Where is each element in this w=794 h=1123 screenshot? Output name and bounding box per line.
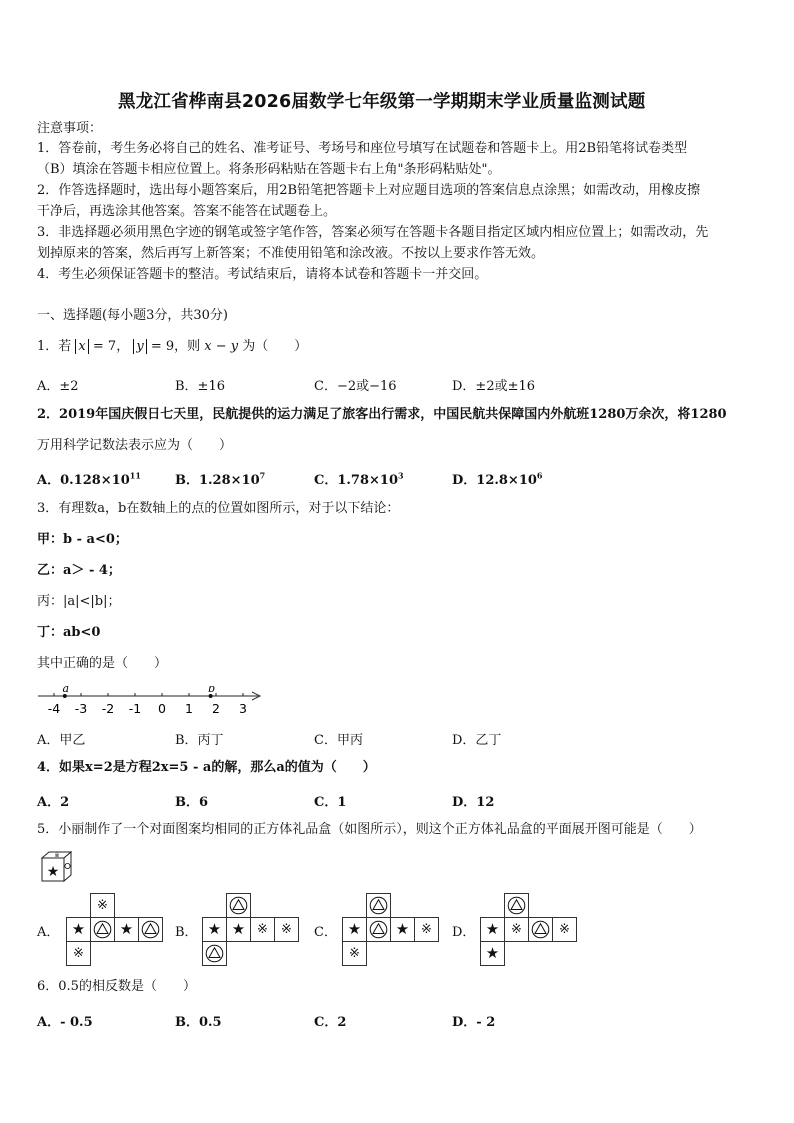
cube-icon <box>40 850 74 884</box>
q3-statement: 甲：b - a<0； <box>37 532 128 547</box>
notice-line: 划掉原来的答案，然后再写上新答案；不准使用铅笔和涂改液。不按以上要求作答无效。 <box>37 246 545 261</box>
q3-option-d[interactable]: D．乙丁 <box>452 733 502 748</box>
q2-option-b[interactable]: B．$1.28\times 10^7$ <box>175 470 266 488</box>
circled-triangle-icon <box>141 920 160 939</box>
q4-option-d[interactable]: D．12 <box>452 795 495 810</box>
net-face <box>342 917 367 942</box>
net-face <box>414 917 439 942</box>
q6-option-b[interactable]: B．0.5 <box>175 1015 222 1030</box>
star-icon: ★ <box>71 920 86 938</box>
reference-mark-icon: ※ <box>257 922 268 937</box>
circled-triangle-icon <box>531 920 550 939</box>
abs-y: y <box>133 339 146 354</box>
net-face <box>366 893 391 918</box>
q1-option-b[interactable]: B．±16 <box>175 379 225 394</box>
star-icon: ★ <box>347 920 362 938</box>
svg-text:※: ※ <box>54 852 60 859</box>
q2-option-d[interactable]: D．$12.8\times 10^6$ <box>452 470 543 488</box>
number-line <box>36 686 268 720</box>
net-face <box>138 917 163 942</box>
q1-option-a[interactable]: A．±2 <box>37 379 79 394</box>
notice-line: 2．作答选择题时，选出每小题答案后，用2B铅笔把答题卡上对应题目选项的答案信息点涂黑；如需改动，用橡皮擦 <box>37 183 701 198</box>
q6-option-a[interactable]: A．- 0.5 <box>37 1015 93 1030</box>
axis-tick-label: -2 <box>101 701 115 716</box>
net-face <box>250 917 275 942</box>
q4-option-c[interactable]: C．1 <box>314 795 347 810</box>
net-face <box>90 917 115 942</box>
net-face <box>528 917 553 942</box>
circled-triangle-icon <box>507 896 526 915</box>
reference-mark-icon: ※ <box>97 898 108 913</box>
question-4-stem: 4．如果x=2是方程2x=5 - a的解，那么a的值为（ ） <box>37 760 376 775</box>
q4-option-a[interactable]: A．2 <box>37 795 70 810</box>
net-face <box>504 917 529 942</box>
q6-option-c[interactable]: C．2 <box>314 1015 347 1030</box>
page-title: 黑龙江省桦南县2026届数学七年级第一学期期末学业质量监测试题 <box>118 92 646 112</box>
notice-line: 干净后，再选涂其他答案。答案不能答在试题卷上。 <box>37 204 337 219</box>
q1-eq2: = 9，则 <box>150 339 201 354</box>
question-5-stem: 5．小丽制作了一个对面图案均相同的正方体礼品盒（如图所示），则这个正方体礼品盒的平面展开图可能是（ ） <box>37 822 702 837</box>
star-icon: ★ <box>119 920 134 938</box>
net-face <box>552 917 577 942</box>
question-3-stem: 3．有理数a，b在数轴上的点的位置如图所示，对于以下结论： <box>37 501 400 516</box>
net-face <box>504 893 529 918</box>
notice-line: 1．答卷前，考生务必将自己的姓名、准考证号、考场号和座位号填写在试题卷和答题卡上。用2B铅笔将试卷类型 <box>37 141 688 156</box>
abs-x: x <box>75 339 88 354</box>
net-face <box>202 917 227 942</box>
point-a-label: a <box>62 686 70 695</box>
q6-option-d[interactable]: D．- 2 <box>452 1015 496 1030</box>
net-face <box>390 917 415 942</box>
reference-mark-icon: ※ <box>421 922 432 937</box>
q3-ask: 其中正确的是（ ） <box>37 656 168 671</box>
q5-option-b[interactable]: B． <box>175 925 198 940</box>
q3-option-a[interactable]: A．甲乙 <box>37 733 86 748</box>
net-face <box>480 941 505 966</box>
question-2-line1: 2．2019年国庆假日七天里，民航提供的运力满足了旅客出行需求，中国民航共保障国内外航班1280万余次，将1280 <box>37 407 727 422</box>
q2-option-a[interactable]: A．$0.128\times 10^{11}$ <box>37 470 141 488</box>
net-face <box>114 917 139 942</box>
question-6-stem: 6．0.5的相反数是（ ） <box>37 979 196 994</box>
axis-tick-label: -3 <box>74 701 88 716</box>
notice-line: （B）填涂在答题卡相应位置上。将条形码粘贴在答题卡右上角"条形码粘贴处"。 <box>37 162 501 177</box>
q3-option-b[interactable]: B．丙丁 <box>175 733 224 748</box>
axis-tick-label: -4 <box>47 701 61 716</box>
star-icon: ★ <box>485 920 500 938</box>
q3-statement: 乙：a＞ - 4； <box>37 563 121 578</box>
reference-mark-icon: ※ <box>511 922 522 937</box>
circled-triangle-icon <box>93 920 112 939</box>
q1-expr: x − y <box>204 339 239 354</box>
circled-triangle-icon <box>205 944 224 963</box>
q5-option-c[interactable]: C． <box>314 925 337 940</box>
net-face <box>90 893 115 918</box>
net-option-a[interactable] <box>66 893 162 965</box>
star-icon: ★ <box>485 944 500 962</box>
net-face <box>66 917 91 942</box>
star-icon: ★ <box>231 920 246 938</box>
reference-mark-icon: ※ <box>559 922 570 937</box>
reference-mark-icon: ※ <box>349 946 360 961</box>
net-face <box>66 941 91 966</box>
q3-statement: 丁：ab<0 <box>37 625 101 640</box>
question-2-line2: 万用科学记数法表示应为（ ） <box>37 438 233 453</box>
gift-cube-figure <box>40 850 74 888</box>
circled-triangle-icon <box>369 920 388 939</box>
star-icon: ★ <box>207 920 222 938</box>
q3-statement: 丙：|a|<|b|； <box>37 594 121 609</box>
q4-option-b[interactable]: B．6 <box>175 795 209 810</box>
number-line-figure <box>36 686 268 720</box>
point-b-label: b <box>208 686 216 695</box>
net-face <box>202 941 227 966</box>
net-option-d[interactable] <box>480 893 576 965</box>
question-1-stem <box>37 339 307 355</box>
q1-option-c[interactable]: C．−2或−16 <box>314 379 397 394</box>
star-icon: ★ <box>395 920 410 938</box>
reference-mark-icon: ※ <box>73 946 84 961</box>
q1-prefix: 1．若 <box>37 339 72 354</box>
axis-tick-label: 2 <box>212 701 220 716</box>
q3-option-c[interactable]: C．甲丙 <box>314 733 363 748</box>
q1-option-d[interactable]: D．±2或±16 <box>452 379 536 394</box>
net-face <box>366 917 391 942</box>
axis-tick-label: 1 <box>185 701 193 716</box>
axis-tick-label: 0 <box>158 701 166 716</box>
section-heading: 一、选择题(每小题3分，共30分) <box>37 308 228 323</box>
notice-heading: 注意事项： <box>37 121 103 136</box>
reference-mark-icon: ※ <box>281 922 292 937</box>
net-face <box>226 893 251 918</box>
axis-tick-label: 3 <box>239 701 247 716</box>
q1-suffix: 为（ ） <box>242 339 308 354</box>
q5-option-a[interactable]: A． <box>37 925 60 940</box>
net-face <box>480 917 505 942</box>
notice-line: 3．非选择题必须用黑色字迹的钢笔或签字笔作答，答案必须写在答题卡各题目指定区域内相应位置上；如需改动，先 <box>37 225 709 240</box>
q5-option-d[interactable]: D． <box>452 925 476 940</box>
notice-line: 4．考生必须保证答题卡的整洁。考试结束后，请将本试卷和答题卡一并交回。 <box>37 267 488 282</box>
circled-triangle-icon <box>369 896 388 915</box>
axis-tick-label: -1 <box>128 701 142 716</box>
q1-eq1: = 7， <box>92 339 130 354</box>
net-option-c[interactable] <box>342 893 438 965</box>
net-face <box>274 917 299 942</box>
net-face <box>226 917 251 942</box>
net-face <box>342 941 367 966</box>
svg-text:★: ★ <box>46 864 60 880</box>
q2-option-c[interactable]: C．$1.78\times 10^3$ <box>314 470 404 488</box>
net-option-b[interactable] <box>202 893 298 965</box>
circled-triangle-icon <box>229 896 248 915</box>
